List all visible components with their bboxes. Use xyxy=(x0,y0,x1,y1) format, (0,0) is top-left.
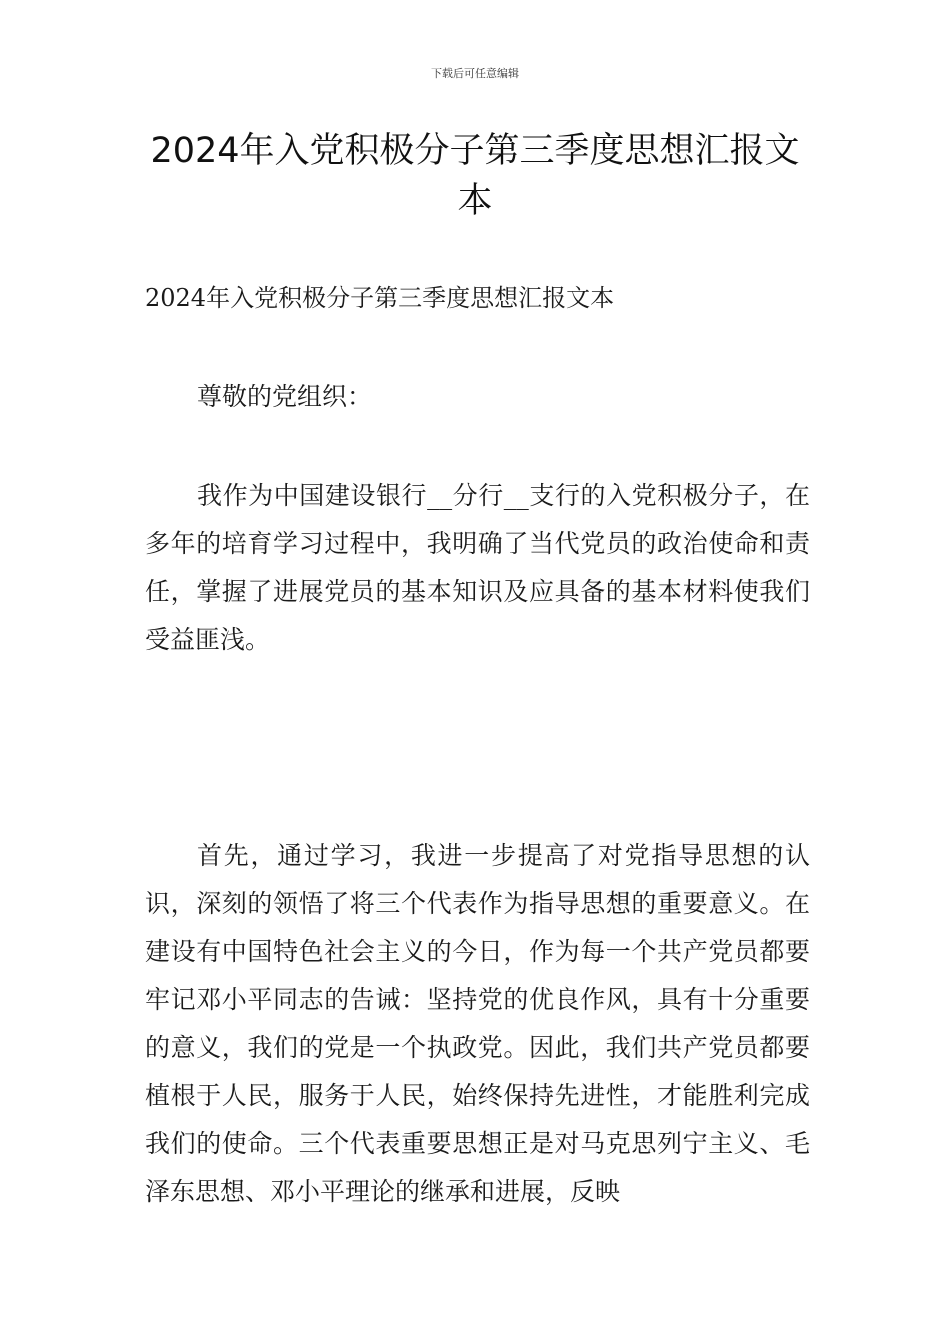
document-title: 2024年入党积极分子第三季度思想汇报文本 xyxy=(150,131,800,221)
body-paragraph-2: 首先，通过学习，我进一步提高了对党指导思想的认识，深刻的领悟了将三个代表作为指导思想的重要意义。在建设有中国特色社会主义的今日，作为每一个共产党员都要牢记邓小平同志的告诫：坚持党的优良作风，具有十分重要的意义，我们的党是一个执政党。因此，我们共产党员都要植根于人民，服务于人民，始终保持先进性，才能胜利完成我们的使命。三个代表重要思想正是对马克思列宁主义、毛泽东思想、邓小平理论的继承和进展，反映 xyxy=(145,841,810,1206)
salutation: 尊敬的党组织： xyxy=(197,382,373,411)
document-body xyxy=(145,278,810,1216)
page-header-note: 下载后可任意编辑 xyxy=(431,67,519,80)
body-paragraph-1: 我作为中国建设银行__分行__支行的入党积极分子，在多年的培育学习过程中，我明确了当代党员的政治使命和责任，掌握了进展党员的基本知识及应具备的基本材料使我们受益匪浅。 xyxy=(145,481,810,654)
document-subtitle-line: 2024年入党积极分子第三季度思想汇报文本 xyxy=(145,284,615,312)
